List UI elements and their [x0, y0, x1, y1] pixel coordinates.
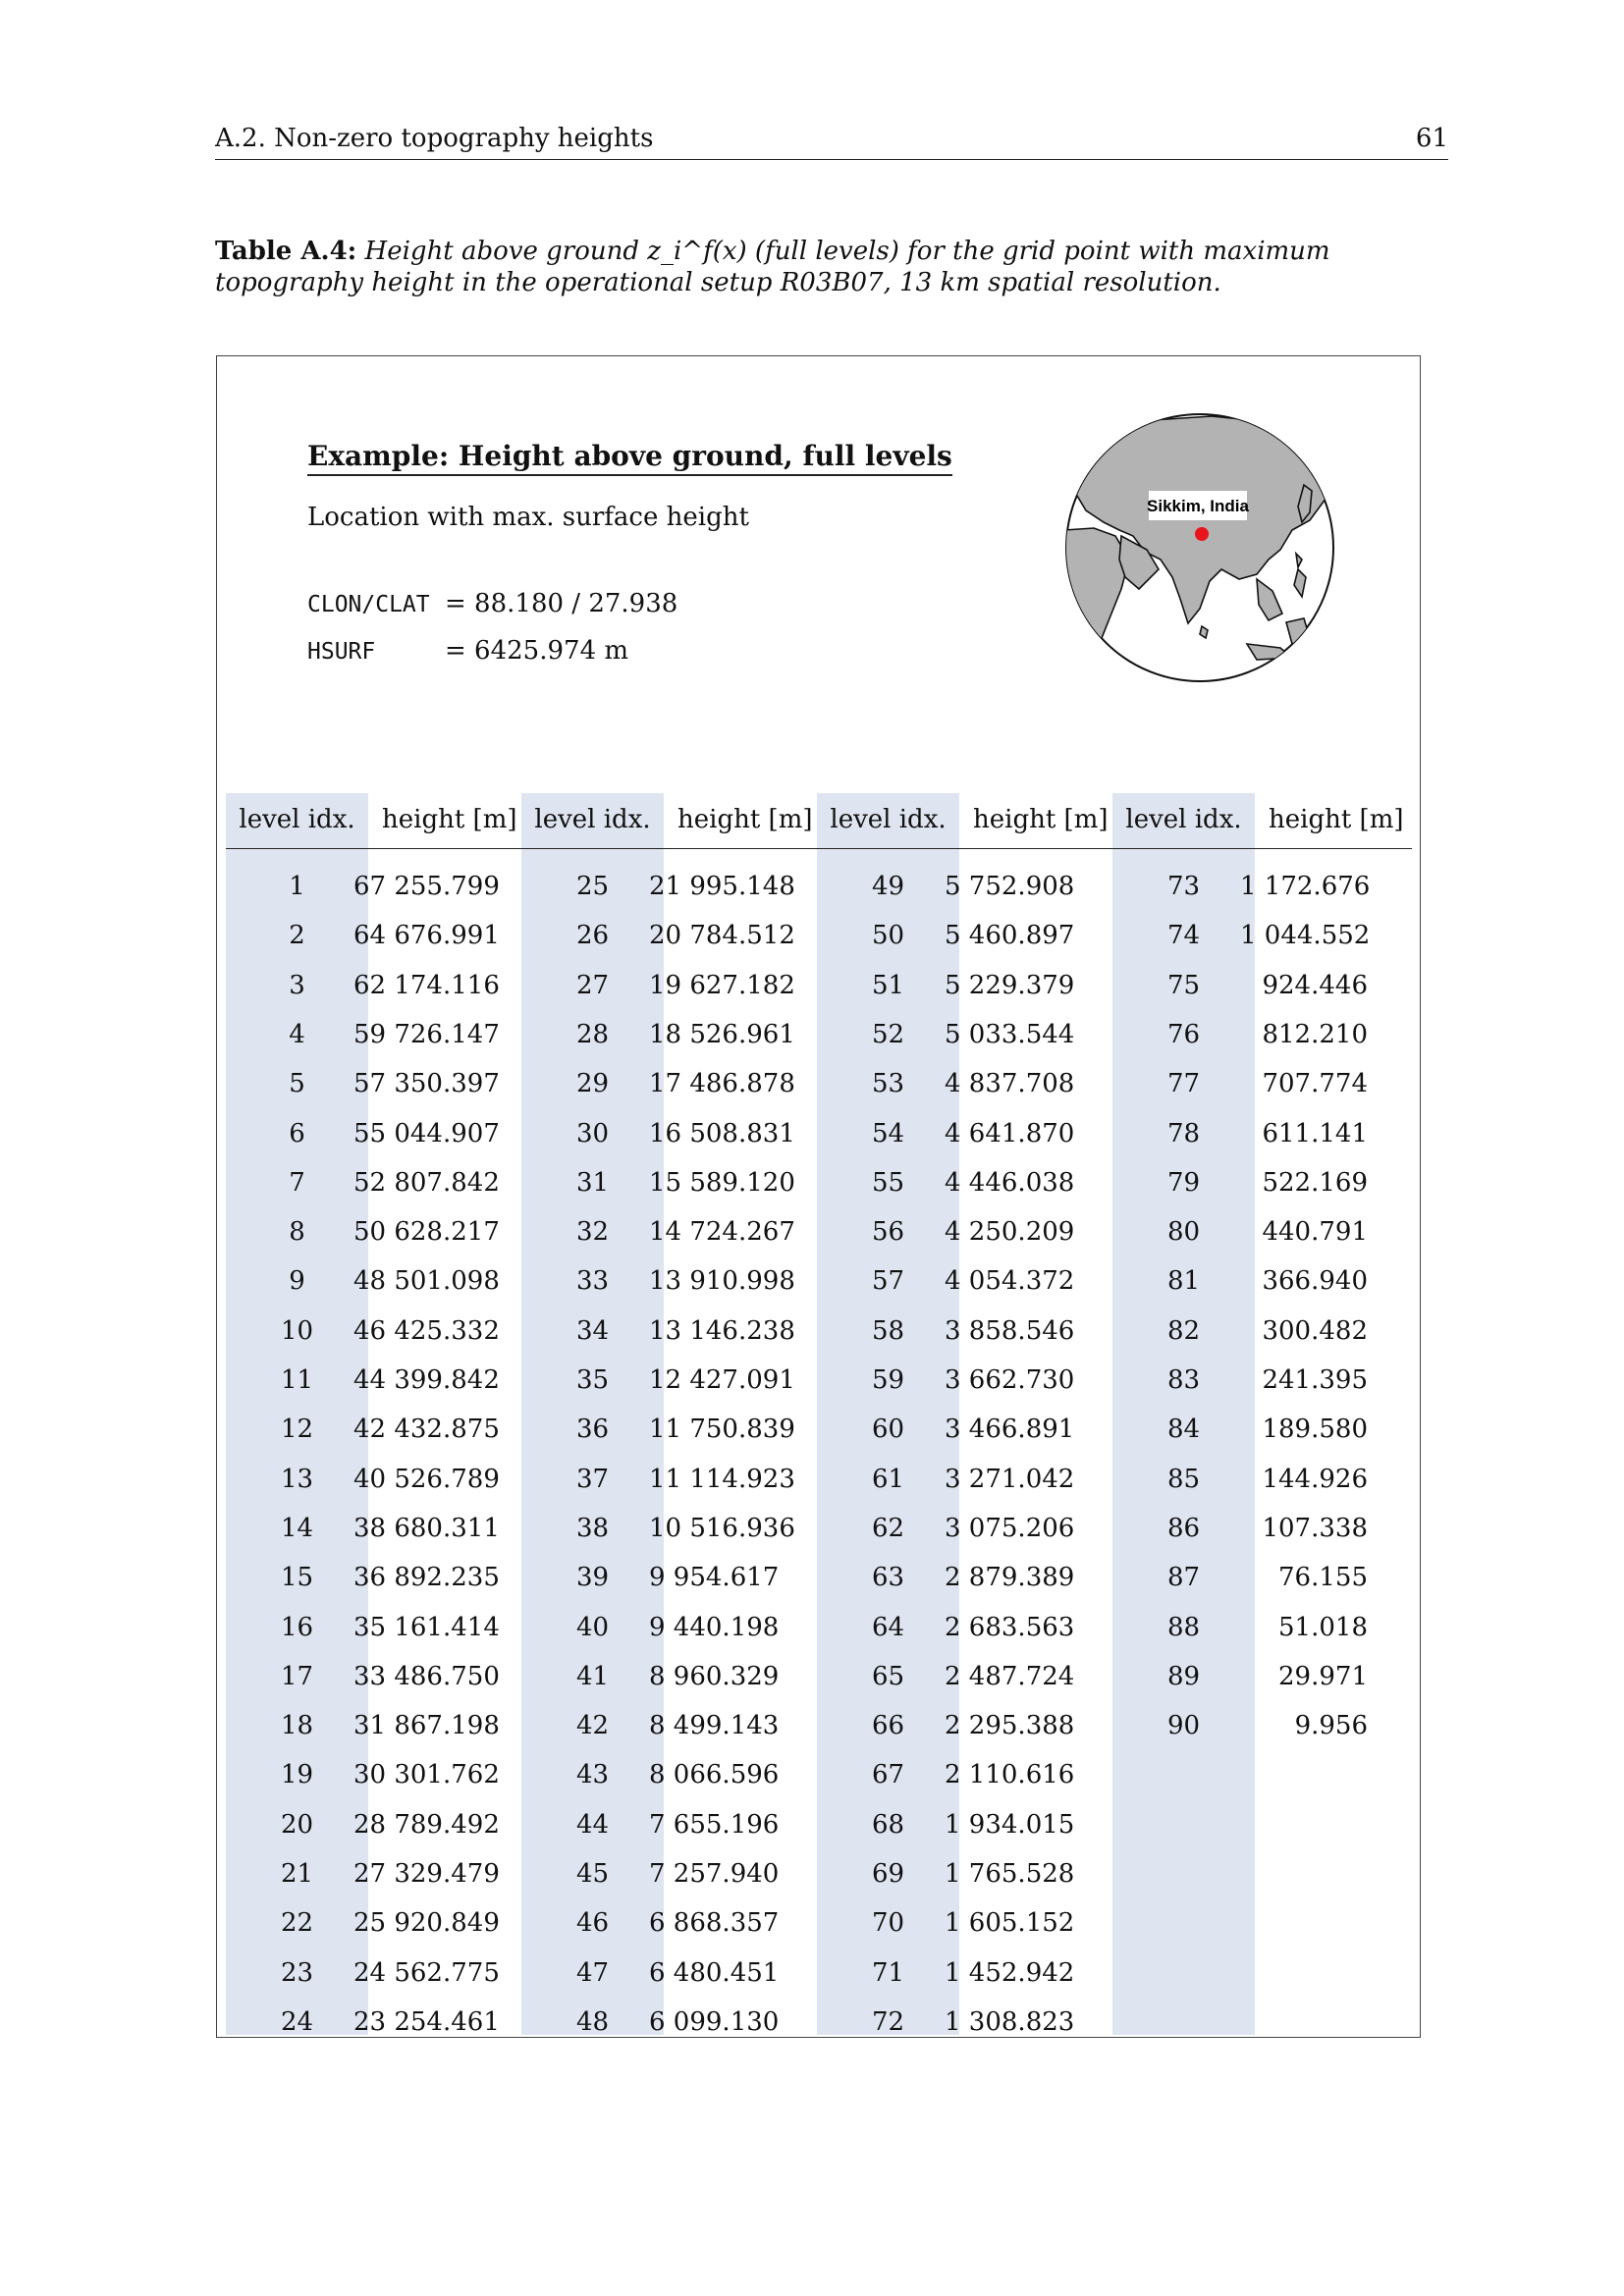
height-value-cell: 57 350.397 [353, 1069, 500, 1099]
level-index-cell: 28 [575, 1019, 610, 1049]
height-value-cell: 4 054.372 [945, 1266, 1075, 1297]
height-value-cell: 9 954.617 [649, 1563, 780, 1593]
height-value-cell: 46 425.332 [353, 1315, 500, 1346]
level-index-cell: 58 [871, 1315, 905, 1346]
caption-label: Table A.4: [215, 237, 357, 266]
level-index-cell: 46 [575, 1908, 610, 1939]
clon-clat-key: CLON/CLAT [307, 592, 430, 617]
level-index-cell: 68 [871, 1809, 905, 1840]
height-value-cell: 8 960.329 [649, 1661, 780, 1691]
level-index-cell: 24 [280, 2006, 314, 2037]
level-index-cell: 70 [871, 1908, 905, 1939]
height-value-cell: 52 807.842 [353, 1167, 500, 1198]
height-value-cell: 62 174.116 [353, 970, 500, 1000]
height-value-cell: 64 676.991 [353, 921, 500, 951]
height-value-cell: 9.956 [1294, 1711, 1368, 1741]
height-value-cell: 924.446 [1262, 970, 1368, 1000]
level-index-cell: 37 [575, 1464, 610, 1494]
level-index-cell: 80 [1166, 1217, 1201, 1248]
level-index-cell: 23 [280, 1957, 314, 1988]
height-value-cell: 3 466.891 [945, 1415, 1075, 1445]
height-value-cell: 2 487.724 [945, 1661, 1075, 1691]
height-value-cell: 3 662.730 [945, 1365, 1075, 1395]
height-value-cell: 366.940 [1262, 1266, 1368, 1297]
level-index-cell: 3 [289, 970, 305, 1000]
height-value-cell: 7 257.940 [649, 1859, 780, 1889]
level-index-cell: 48 [575, 2006, 610, 2037]
location-marker [1195, 527, 1209, 541]
level-index-cell: 17 [280, 1661, 314, 1691]
level-index-cell: 25 [575, 872, 610, 901]
level-index-cell: 36 [575, 1415, 610, 1445]
level-index-cell: 88 [1166, 1612, 1201, 1642]
height-value-cell: 59 726.147 [353, 1019, 500, 1049]
height-value-cell: 30 301.762 [353, 1760, 500, 1790]
level-index-cell: 72 [871, 2006, 905, 2037]
level-index-cell: 20 [280, 1809, 314, 1840]
level-index-cell: 9 [289, 1266, 305, 1297]
header-height: height [m] [973, 805, 1109, 834]
height-value-cell: 3 075.206 [945, 1513, 1075, 1543]
level-index-cell: 47 [575, 1957, 610, 1988]
height-value-cell: 23 254.461 [353, 2006, 500, 2037]
height-value-cell: 35 161.414 [353, 1612, 500, 1642]
level-index-cell: 4 [289, 1019, 305, 1049]
height-value-cell: 40 526.789 [353, 1464, 500, 1494]
level-index-cell: 79 [1166, 1167, 1201, 1198]
height-value-cell: 5 752.908 [945, 872, 1075, 901]
hsurf-value: = 6425.974 m [445, 636, 629, 666]
clon-clat-line [307, 589, 677, 618]
height-value-cell: 29.971 [1278, 1661, 1368, 1691]
level-index-cell: 64 [871, 1612, 905, 1642]
height-value-cell: 4 250.209 [945, 1217, 1075, 1248]
level-index-cell: 87 [1166, 1563, 1201, 1593]
level-index-cell: 49 [871, 872, 905, 901]
height-value-cell: 16 508.831 [649, 1118, 795, 1148]
height-value-cell: 812.210 [1262, 1019, 1368, 1049]
header-level-idx: level idx. [1125, 805, 1242, 834]
height-value-cell: 1 452.942 [945, 1957, 1075, 1988]
height-value-cell: 38 680.311 [353, 1513, 500, 1543]
level-index-cell: 62 [871, 1513, 905, 1543]
level-index-cell: 77 [1166, 1069, 1201, 1099]
table-caption [215, 236, 1454, 298]
height-value-cell: 8 066.596 [649, 1760, 780, 1790]
level-index-cell: 40 [575, 1612, 610, 1642]
level-index-cell: 14 [280, 1513, 314, 1543]
level-index-cell: 22 [280, 1908, 314, 1939]
height-value-cell: 4 641.870 [945, 1118, 1075, 1148]
height-value-cell: 13 910.998 [649, 1266, 795, 1297]
level-index-cell: 35 [575, 1365, 610, 1395]
level-index-cell: 32 [575, 1217, 610, 1248]
level-index-cell: 65 [871, 1661, 905, 1691]
level-index-cell: 51 [871, 970, 905, 1000]
height-value-cell: 1 765.528 [945, 1859, 1075, 1889]
height-value-cell: 11 114.923 [649, 1464, 795, 1494]
height-value-cell: 33 486.750 [353, 1661, 500, 1691]
height-value-cell: 2 295.388 [945, 1711, 1075, 1741]
clon-clat-value: = 88.180 / 27.938 [445, 589, 678, 618]
height-value-cell: 707.774 [1262, 1069, 1368, 1099]
height-value-cell: 28 789.492 [353, 1809, 500, 1840]
height-value-cell: 1 172.676 [1240, 872, 1371, 901]
level-index-cell: 18 [280, 1711, 314, 1741]
height-value-cell: 17 486.878 [649, 1069, 795, 1099]
header-level-idx: level idx. [830, 805, 947, 834]
height-value-cell: 15 589.120 [649, 1167, 795, 1198]
height-value-cell: 1 044.552 [1240, 921, 1371, 951]
header-level-idx: level idx. [534, 805, 651, 834]
example-title: Example: Height above ground, full levels [307, 440, 952, 476]
height-value-cell: 27 329.479 [353, 1859, 500, 1889]
level-index-cell: 60 [871, 1415, 905, 1445]
height-value-cell: 42 432.875 [353, 1415, 500, 1445]
level-index-cell: 1 [289, 872, 305, 901]
height-value-cell: 67 255.799 [353, 872, 500, 901]
header-height: height [m] [1269, 805, 1404, 834]
height-value-cell: 5 460.897 [945, 921, 1075, 951]
level-index-cell: 29 [575, 1069, 610, 1099]
height-value-cell: 1 605.152 [945, 1908, 1075, 1939]
height-value-cell: 5 033.544 [945, 1019, 1075, 1049]
level-index-cell: 10 [280, 1315, 314, 1346]
height-value-cell: 48 501.098 [353, 1266, 500, 1297]
section-title: A.2. Non-zero topography heights [215, 124, 654, 153]
level-index-cell: 12 [280, 1415, 314, 1445]
height-value-cell: 189.580 [1262, 1415, 1368, 1445]
level-index-cell: 6 [289, 1118, 305, 1148]
height-value-cell: 2 879.389 [945, 1563, 1075, 1593]
header-level-idx: level idx. [239, 805, 355, 834]
level-index-cell: 63 [871, 1563, 905, 1593]
height-value-cell: 12 427.091 [649, 1365, 795, 1395]
level-index-cell: 85 [1166, 1464, 1201, 1494]
level-index-cell: 89 [1166, 1661, 1201, 1691]
height-value-cell: 19 627.182 [649, 970, 795, 1000]
level-index-cell: 83 [1166, 1365, 1201, 1395]
level-index-cell: 66 [871, 1711, 905, 1741]
height-value-cell: 21 995.148 [649, 872, 795, 901]
height-value-cell: 55 044.907 [353, 1118, 500, 1148]
level-index-cell: 61 [871, 1464, 905, 1494]
hsurf-key: HSURF [307, 639, 376, 665]
level-index-cell: 55 [871, 1167, 905, 1198]
level-index-cell: 50 [871, 921, 905, 951]
height-value-cell: 241.395 [1262, 1365, 1368, 1395]
level-index-cell: 75 [1166, 970, 1201, 1000]
level-index-cell: 8 [289, 1217, 305, 1248]
height-value-cell: 300.482 [1262, 1315, 1368, 1346]
height-value-cell: 2 110.616 [945, 1760, 1075, 1790]
height-value-cell: 11 750.839 [649, 1415, 795, 1445]
level-index-cell: 26 [575, 921, 610, 951]
level-index-cell: 16 [280, 1612, 314, 1642]
map-label: Sikkim, India [1147, 497, 1249, 515]
height-value-cell: 6 868.357 [649, 1908, 780, 1939]
height-value-cell: 20 784.512 [649, 921, 795, 951]
height-value-cell: 3 271.042 [945, 1464, 1075, 1494]
level-index-cell: 59 [871, 1365, 905, 1395]
level-index-cell: 73 [1166, 872, 1201, 901]
height-value-cell: 10 516.936 [649, 1513, 795, 1543]
level-index-cell: 7 [289, 1167, 305, 1198]
level-index-cell: 69 [871, 1859, 905, 1889]
level-index-cell: 30 [575, 1118, 610, 1148]
header-height: height [m] [677, 805, 813, 834]
height-value-cell: 107.338 [1262, 1513, 1368, 1543]
height-value-cell: 36 892.235 [353, 1563, 500, 1593]
running-header [215, 124, 1448, 160]
level-index-cell: 57 [871, 1266, 905, 1297]
height-value-cell: 7 655.196 [649, 1809, 780, 1840]
height-value-cell: 9 440.198 [649, 1612, 780, 1642]
level-index-cell: 52 [871, 1019, 905, 1049]
level-index-cell: 44 [575, 1809, 610, 1840]
level-index-cell: 11 [280, 1365, 314, 1395]
level-index-cell: 76 [1166, 1019, 1201, 1049]
level-index-cell: 81 [1166, 1266, 1201, 1297]
level-index-cell: 13 [280, 1464, 314, 1494]
level-index-cell: 27 [575, 970, 610, 1000]
height-value-cell: 4 837.708 [945, 1069, 1075, 1099]
height-value-cell: 522.169 [1262, 1167, 1368, 1198]
caption-text: Height above ground z_i^f(x) (full levels) for the grid point with maximum topography height in the operational setup R03B07, 13 km spatial resolution. [215, 237, 1330, 297]
height-value-cell: 3 858.546 [945, 1315, 1075, 1346]
height-value-cell: 44 399.842 [353, 1365, 500, 1395]
height-value-cell: 611.141 [1262, 1118, 1368, 1148]
height-value-cell: 24 562.775 [353, 1957, 500, 1988]
height-value-cell: 6 099.130 [649, 2006, 780, 2037]
height-value-cell: 50 628.217 [353, 1217, 500, 1248]
level-index-cell: 39 [575, 1563, 610, 1593]
level-index-cell: 5 [289, 1069, 305, 1099]
level-index-cell: 78 [1166, 1118, 1201, 1148]
height-value-cell: 8 499.143 [649, 1711, 780, 1741]
level-index-cell: 90 [1166, 1711, 1201, 1741]
level-index-cell: 43 [575, 1760, 610, 1790]
height-value-cell: 144.926 [1262, 1464, 1368, 1494]
height-value-cell: 5 229.379 [945, 970, 1075, 1000]
height-value-cell: 51.018 [1278, 1612, 1368, 1642]
level-index-cell: 42 [575, 1711, 610, 1741]
page-number: 61 [1415, 124, 1448, 153]
level-index-cell: 53 [871, 1069, 905, 1099]
hsurf-line [307, 636, 628, 666]
level-index-cell: 34 [575, 1315, 610, 1346]
level-index-cell: 74 [1166, 921, 1201, 951]
level-index-cell: 56 [871, 1217, 905, 1248]
height-value-cell: 13 146.238 [649, 1315, 795, 1346]
height-value-cell: 18 526.961 [649, 1019, 795, 1049]
height-value-cell: 76.155 [1278, 1563, 1368, 1593]
level-index-cell: 21 [280, 1859, 314, 1889]
level-index-cell: 2 [289, 921, 305, 951]
table-header-row [226, 793, 1412, 849]
level-index-cell: 71 [871, 1957, 905, 1988]
level-index-cell: 33 [575, 1266, 610, 1297]
height-value-cell: 1 934.015 [945, 1809, 1075, 1840]
height-value-cell: 25 920.849 [353, 1908, 500, 1939]
height-value-cell: 14 724.267 [649, 1217, 795, 1248]
height-value-cell: 1 308.823 [945, 2006, 1075, 2037]
level-index-cell: 19 [280, 1760, 314, 1790]
height-value-cell: 6 480.451 [649, 1957, 780, 1988]
level-index-cell: 82 [1166, 1315, 1201, 1346]
level-index-cell: 38 [575, 1513, 610, 1543]
height-value-cell: 440.791 [1262, 1217, 1368, 1248]
example-subtitle: Location with max. surface height [307, 503, 749, 532]
height-value-cell: 4 446.038 [945, 1167, 1075, 1198]
globe-map [1064, 412, 1335, 683]
header-height: height [m] [382, 805, 517, 834]
level-index-cell: 41 [575, 1661, 610, 1691]
height-value-cell: 2 683.563 [945, 1612, 1075, 1642]
level-index-cell: 54 [871, 1118, 905, 1148]
level-index-cell: 86 [1166, 1513, 1201, 1543]
level-index-cell: 45 [575, 1859, 610, 1889]
level-index-cell: 15 [280, 1563, 314, 1593]
level-index-cell: 31 [575, 1167, 610, 1198]
height-value-cell: 31 867.198 [353, 1711, 500, 1741]
level-index-cell: 84 [1166, 1415, 1201, 1445]
level-index-cell: 67 [871, 1760, 905, 1790]
